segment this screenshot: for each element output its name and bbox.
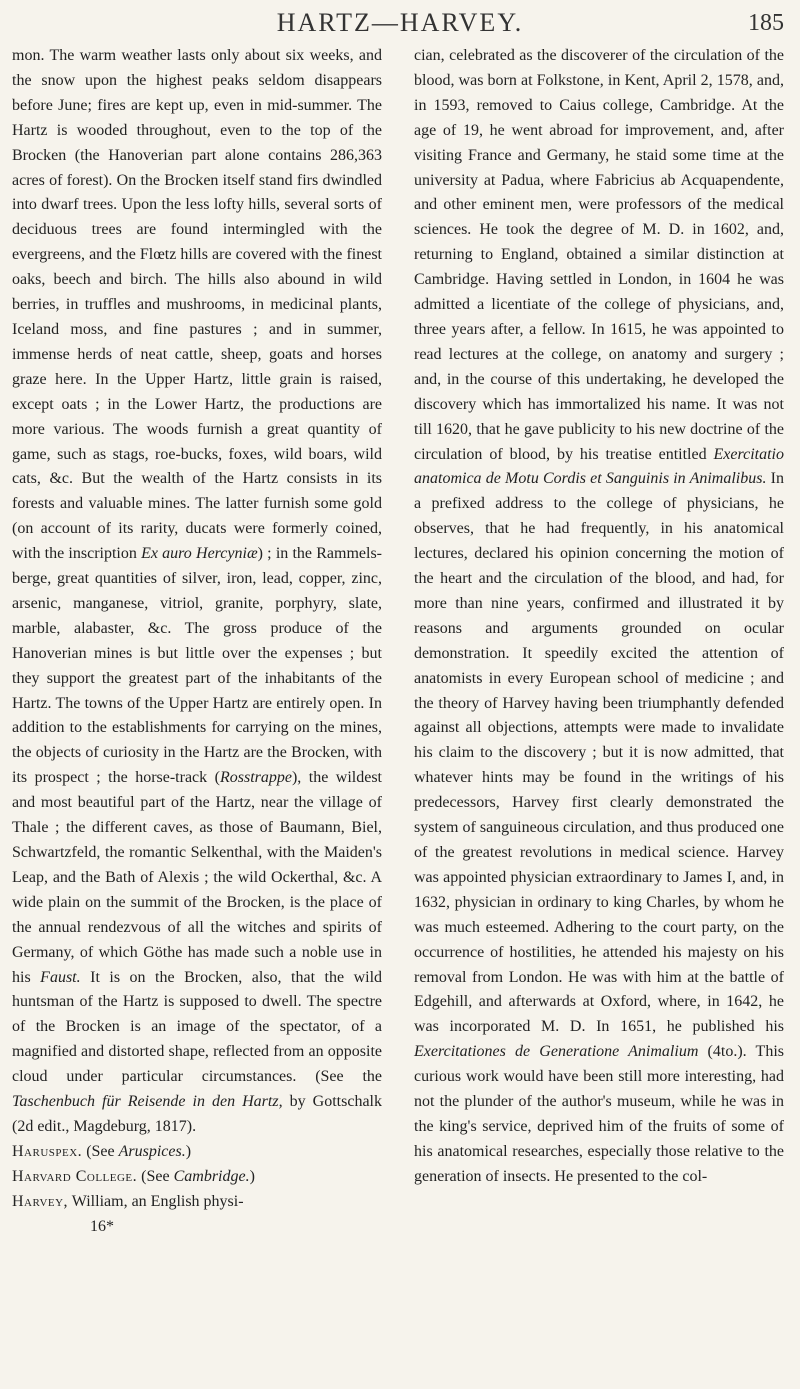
- hartz-entry-continuation: mon. The warm weather lasts only about six weeks, and the snow upon the highest peaks seldom disappears before June; fires are kept up, even in mid-summer. The Hartz is wooded throughout, even to the top of the Brocken (the Hanoverian part alone contains 286,363 acres of forest). On the Brocken itself stand firs dwindled into dwarf trees. Upon the less lofty hills, several sorts of deciduous trees are found intermingled with the evergreens, and the Flœtz hills are covered with the finest oaks, beech and birch. The hills also abound in wild berries, in truffles and mushrooms, in medicinal plants, Iceland moss, and fine pastures ; and in summer, immense herds of neat cattle, sheep, goats and horses graze here. In the Upper Hartz, little grain is raised, except oats ; in the Lower Hartz, the productions are more various. The woods furnish a great quantity of game, such as stags, roe-bucks, foxes, wild boars, wild cats, &c. But the wealth of the Hartz consists in its forests and valuable mines. The latter furnish some gold (on account of its rarity, ducats were formerly coined, with the inscription Ex auro Hercyniæ) ; in the Rammels-berge, great quantities of silver, iron, lead, copper, zinc, arsenic, manganese, vitriol, granite, porphyry, slate, marble, alabaster, &c. The gross produce of the Hanoverian mines is but little over the expenses ; but they support the greatest part of the inhabitants of the Hartz. The towns of the Upper Hartz are entirely open. In addition to the establishments for carrying on the mines, the objects of curiosity in the Hartz are the Brocken, with its prospect ; the horse-track (Rosstrappe), the wildest and most beautiful part of the Hartz, near the village of Thale ; the different caves, as those of Baumann, Biel, Schwartzfeld, the romantic Selkenthal, with the Maiden's Leap, and the Bath of Alexis ; the wild Ockerthal, &c. A wide plain on the summit of the Brocken, is the place of the annual rendezvous of all the witches and spirits of Germany, of which Göthe has made such a noble use in his Faust. It is on the Brocken, also, that the wild huntsman of the Hartz is supposed to dwell. The spectre of the Brocken is an image of the spectator, of a magnified and distorted shape, reflected from an opposite cloud under particular circumstances. (See the Taschenbuch für Reisende in den Hartz, by Gottschalk (2d edit., Magdeburg, 1817).: [12, 47, 383, 1135]
- treatise-title-generatione: Exercitationes de Generatione Animalium: [414, 1043, 699, 1061]
- haruspex-entry: Haruspex. (See Aruspices.): [12, 1142, 192, 1160]
- entry-headword-haruspex: Haruspex.: [12, 1142, 83, 1160]
- entry-headword-harvard: Harvard College.: [12, 1167, 138, 1185]
- page-header: [0, 4, 800, 44]
- cross-reference-cambridge: Cambridge.: [173, 1167, 250, 1185]
- treatise-title-motu-cordis: Exercitatio anatomica de Motu Cordis et Sanguinis in Animalibus.: [414, 445, 784, 488]
- printer-signature: 16*: [90, 1217, 114, 1235]
- harvey-entry-start: Harvey, William, an English physi- 16*: [12, 1190, 382, 1240]
- cross-reference-aruspices: Aruspices.: [118, 1142, 186, 1160]
- harvey-entry-continuation: cian, celebrated as the discoverer of the circulation of the blood, was born at Folkstone, in Kent, April 2, 1578, and, in 1593, removed to Caius college, Cambridge. At the age of 19, he went abroad for improvement, and, after visiting France and Germany, he staid some time at the university at Padua, where Fabricius ab Acquapendente, and other eminent men, were professors of the medical sciences. He took the degree of M. D. in 1602, and, returning to England, obtained a similar distinction at Cambridge. Having settled in London, in 1604 he was admitted a licentiate of the college of physicians, and, three years after, a fellow. In 1615, he was appointed to read lectures at the college, on anatomy and surgery ; and, in the course of this undertaking, he developed the discovery which has immortalized his name. It was not till 1620, that he gave publicity to his new doctrine of the circulation of blood, by his treatise entitled Exercitatio anatomica de Motu Cordis et Sanguinis in Animalibus. In a prefixed address to the college of physicians, he observes, that he had frequently, in his anatomical lectures, declared his opinion concerning the motion of the heart and the circulation of the blood, and had, for more than nine years, confirmed and illustrated it by reasons and arguments grounded on ocular demonstration. It speedily excited the attention of anatomists in every European school of medicine ; and the theory of Harvey having been triumphantly defended against all objections, attempts were made to invalidate his claim to the discovery ; but it is now admitted, that whatever hints may be found in the writings of his predecessors, Harvey first clearly demonstrated the system of sanguineous circulation, and thus produced one of the greatest revolutions in medical science. Harvey was appointed physician extraordinary to James I, and, in 1632, physician in ordinary to king Charles, by whom he was much esteemed. Adhering to the court party, on the occurrence of hostilities, he attended his majesty on his removal from London. He was with him at the battle of Edgehill, and afterwards at Oxford, where, in 1642, he was incorporated M. D. In 1651, he published his Exercitationes de Generatione Animalium (4to.). This curious work would have been still more interesting, had not the plunder of the author's museum, while he was in the king's service, deprived him of the fruits of some of his anatomical researches, especially those relative to the generation of insects. He presented to the col-: [414, 47, 785, 1185]
- entry-headword-harvey: Harvey,: [12, 1192, 69, 1210]
- page-number: 185: [748, 10, 784, 36]
- harvard-entry: Harvard College. (See Cambridge.): [12, 1167, 255, 1185]
- right-column: [414, 44, 784, 1190]
- running-head: HARTZ—HARVEY.: [276, 8, 524, 37]
- left-column: [12, 44, 382, 1240]
